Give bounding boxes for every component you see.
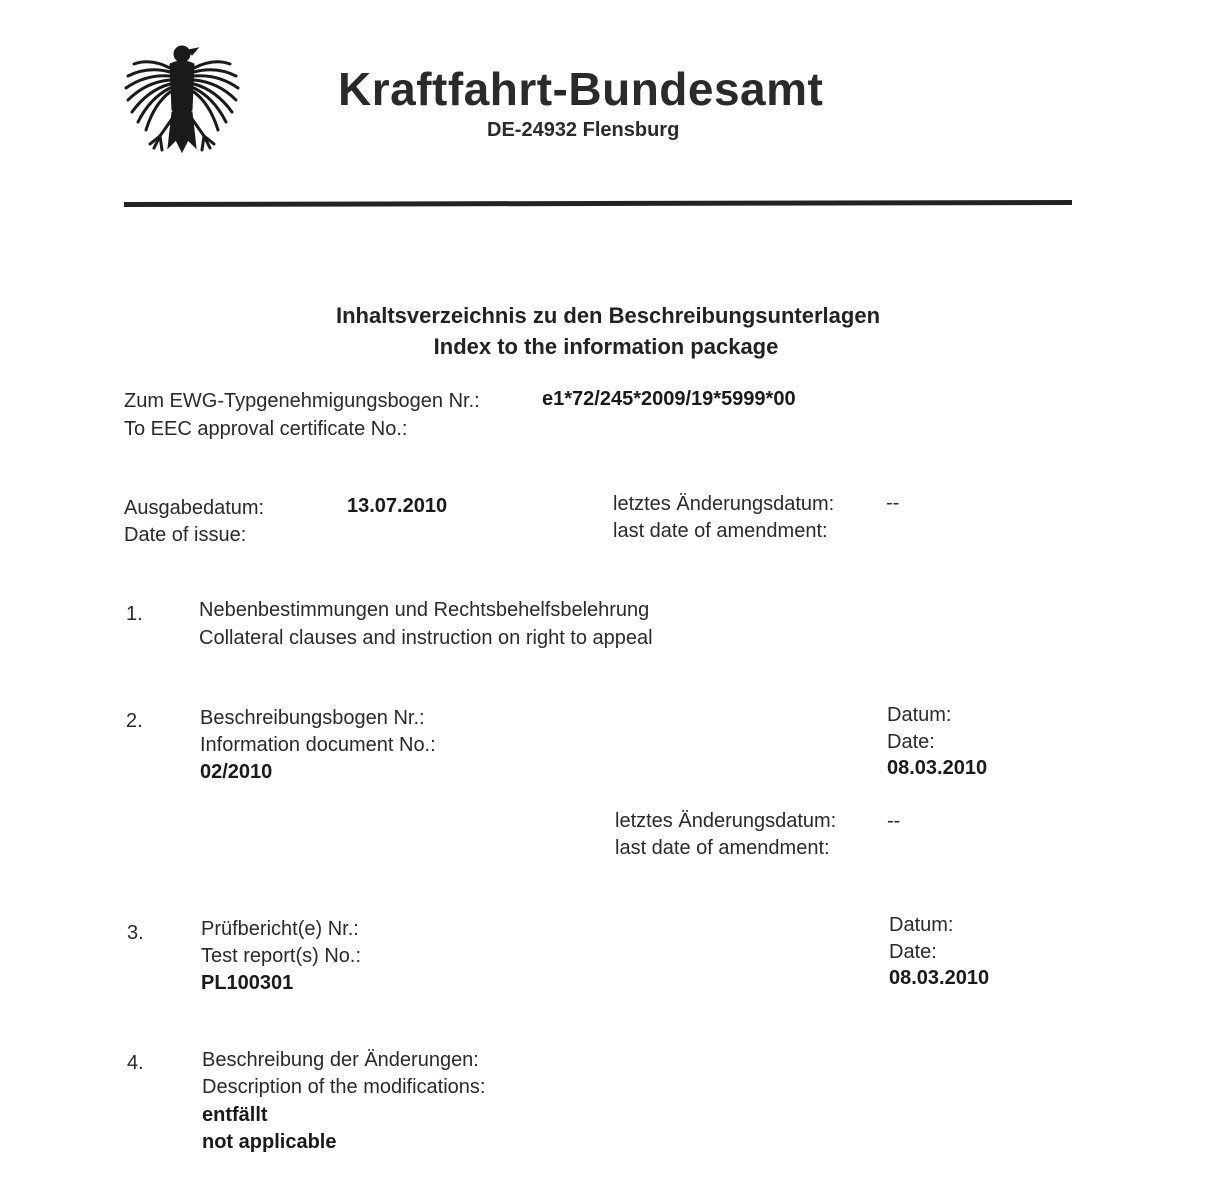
amendment-value: -- [886, 492, 900, 514]
document-title-de: Inhaltsverzeichnis zu den Beschreibungsunterlagen [335, 303, 881, 328]
certificate-label-de: Zum EWG-Typgenehmigungsbogen Nr.: [124, 390, 480, 412]
item-number: 1. [126, 603, 143, 625]
amendment-label-de: letztes Änderungsdatum: [615, 810, 837, 832]
date-label-en: Date: [889, 941, 937, 963]
item-label-en: Test report(s) No.: [201, 945, 362, 967]
item-number: 4. [127, 1052, 144, 1074]
issue-date-label-de: Ausgabedatum: [124, 497, 265, 519]
item-label-de: Nebenbestimmungen und Rechtsbehelfsbelehrung [199, 599, 650, 621]
item-label-de: Beschreibung der Änderungen: [202, 1049, 479, 1071]
certificate-label-en: To EEC approval certificate No.: [124, 418, 408, 440]
amendment-label-en: last date of amendment: [613, 520, 828, 542]
item-number: 3. [127, 922, 144, 944]
date-label-en: Date: [887, 731, 935, 753]
federal-eagle-icon [120, 40, 244, 164]
authority-name: Kraftfahrt-Bundesamt [338, 63, 824, 115]
test-report-number: PL100301 [201, 972, 294, 994]
issue-date-label-en: Date of issue: [124, 524, 247, 546]
item-label-en: Collateral clauses and instruction on right to appeal [199, 627, 653, 649]
item-label-en: Description of the modifications: [202, 1076, 486, 1098]
modifications-value-de: entfällt [202, 1104, 268, 1126]
amendment-label-de: letztes Änderungsdatum: [613, 493, 835, 515]
certificate-number: e1*72/245*2009/19*5999*00 [542, 388, 796, 410]
item-label-de: Prüfbericht(e) Nr.: [201, 918, 359, 940]
amendment-value: -- [887, 810, 901, 832]
authority-address: DE-24932 Flensburg [487, 119, 680, 141]
modifications-value-en: not applicable [202, 1131, 337, 1153]
information-document-date: 08.03.2010 [887, 757, 988, 779]
header-divider [124, 200, 1072, 207]
item-number: 2. [126, 710, 143, 732]
information-document-number: 02/2010 [200, 761, 273, 783]
amendment-label-en: last date of amendment: [615, 837, 830, 859]
test-report-date: 08.03.2010 [889, 967, 990, 989]
item-label-en: Information document No.: [200, 734, 436, 756]
date-label-de: Datum: [889, 914, 954, 936]
date-label-de: Datum: [887, 704, 952, 726]
item-label-de: Beschreibungsbogen Nr.: [200, 707, 425, 729]
document-title-en: Index to the information package [433, 334, 779, 359]
issue-date-value: 13.07.2010 [347, 495, 448, 517]
